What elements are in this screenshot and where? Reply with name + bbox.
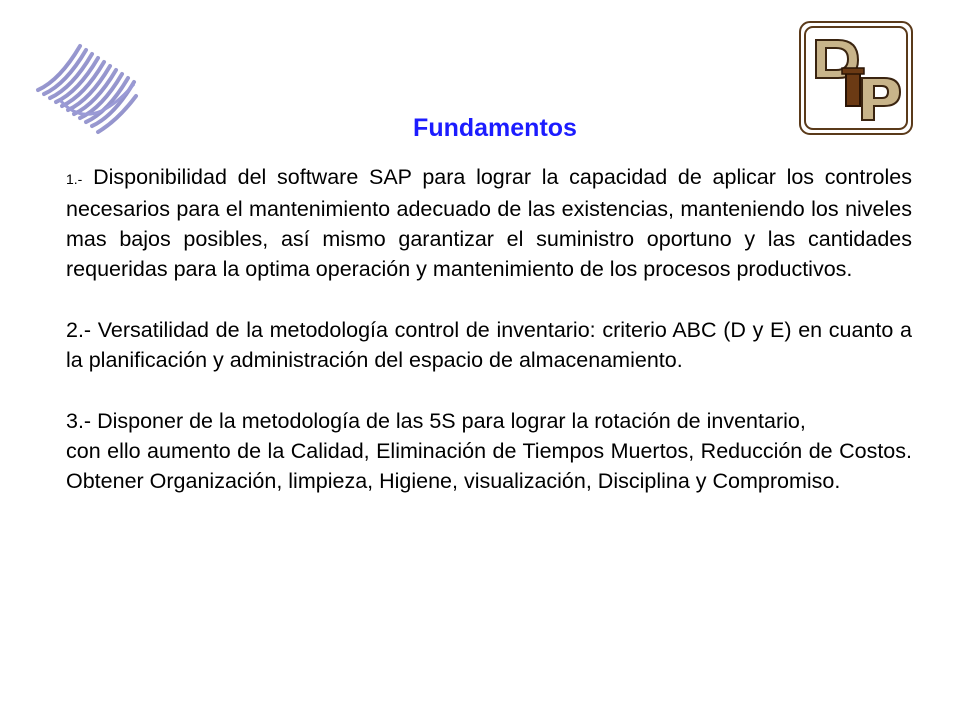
slide-title: Fundamentos <box>413 114 577 142</box>
paragraph-2 <box>66 315 912 375</box>
paragraph-text: Disponibilidad del software SAP para lograr la capacidad de aplicar los controles necesarios para el mantenimiento adecuado de las existencias, manteniendo los niveles mas bajos posibles, así mismo garantizar el suministro oportuno y las cantidades requeridas para la optima operación y mantenimiento de los procesos productivos. <box>66 165 912 281</box>
paragraph-number: 1.- <box>66 171 83 187</box>
paragraph-3-line <box>66 406 912 436</box>
paragraph-3 <box>66 406 912 496</box>
paragraph-number: 2.- <box>66 318 92 342</box>
paragraph-1 <box>66 162 912 284</box>
paragraph-number: 3.- <box>66 409 92 433</box>
paragraph-3-continuation: con ello aumento de la Calidad, Eliminación de Tiempos Muertos, Reducción de Costos. Obtener Organización, limpieza, Higiene, visualización, Disciplina y Compromiso. <box>66 439 912 493</box>
body-text <box>66 162 912 496</box>
paragraph-text: Versatilidad de la metodología control de inventario: criterio ABC (D y E) en cuanto a la planificación y administración del espacio de almacenamiento. <box>66 318 912 372</box>
paragraph-text: Disponer de la metodología de las 5S para lograr la rotación de inventario, <box>97 409 806 433</box>
